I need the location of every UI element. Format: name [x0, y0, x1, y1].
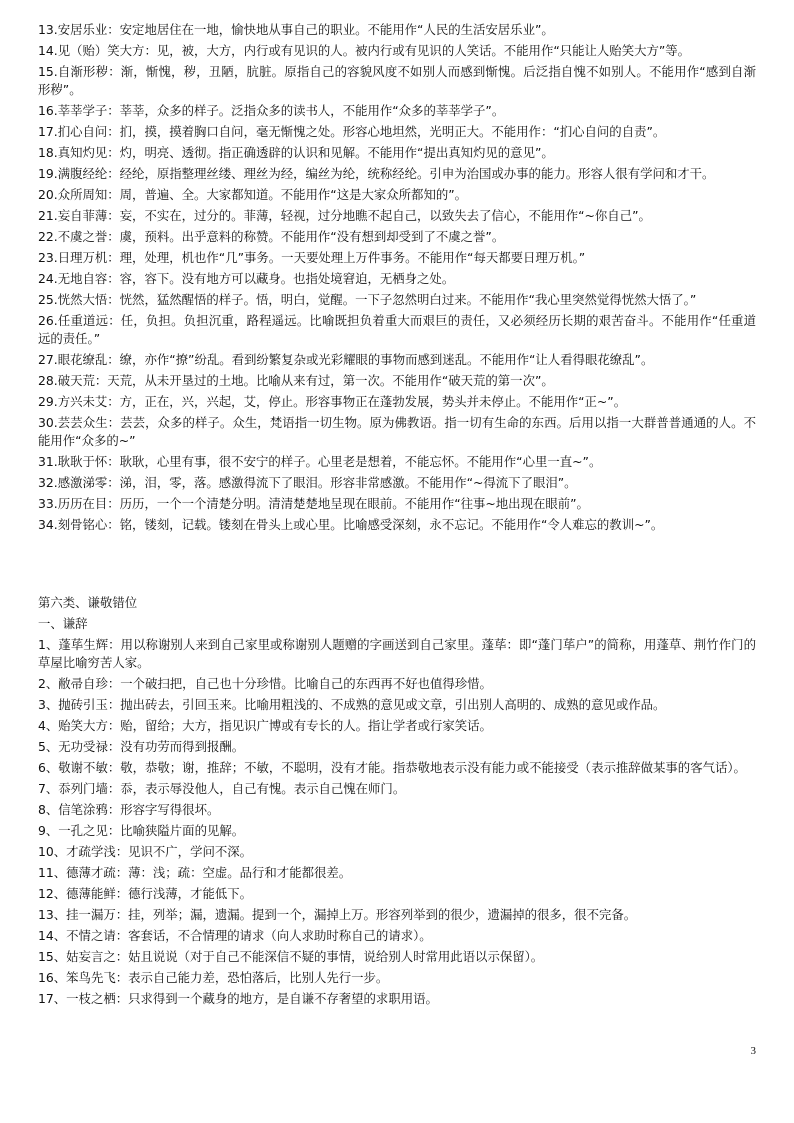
idiom-entry: 21.妄自菲薄：妄，不实在，过分的。菲薄，轻视，过分地瞧不起自己，以致失去了信心，不能用作“~你自己”。 — [38, 208, 651, 223]
idiom-entry: 6、敬谢不敏：敬，恭敬；谢，推辞；不敏，不聪明，没有才能。指恭敬地表示没有能力或不能接受（表示推辞做某事的客气话）。 — [38, 760, 746, 775]
idiom-entry: 9、一孔之见：比喻狭隘片面的见解。 — [38, 823, 245, 838]
idiom-entry: 17.扪心自问：扪，摸，摸着胸口自问，毫无惭愧之处。形容心地坦然，光明正大。不能用作：“扪心自问的自责”。 — [38, 124, 666, 139]
idiom-entry: 31.耿耿于怀：耿耿，心里有事，很不安宁的样子。心里老是想着，不能忘怀。不能用作“心里一直~”。 — [38, 454, 602, 469]
idiom-entry: 27.眼花缭乱：缭，亦作“撩”纷乱。看到纷繁复杂或光彩耀眼的事物而感到迷乱。不能用作“让人看得眼花缭乱”。 — [38, 352, 654, 367]
humble-words-list — [38, 636, 756, 1008]
section-subtitle: 一、谦辞 — [38, 616, 88, 631]
page-number: 3 — [750, 1045, 756, 1057]
idiom-entry: 4、贻笑大方：贻，留给；大方，指见识广博或有专长的人。指让学者或行家笑话。 — [38, 718, 492, 733]
idiom-entry: 29.方兴未艾：方，正在，兴，兴起，艾，停止。形容事物正在蓬勃发展，势头并未停止。不能用作“正~”。 — [38, 394, 627, 409]
idiom-entry: 32.感激涕零：涕，泪，零，落。感激得流下了眼泪。形容非常感激。不能用作“~得流下了眼泪”。 — [38, 475, 577, 490]
idiom-entry: 33.历历在目：历历，一个一个清楚分明。清清楚楚地呈现在眼前。不能用作“往事~地出现在眼前”。 — [38, 496, 589, 511]
idiom-entry: 25.恍然大悟：恍然，猛然醒悟的样子。悟，明白，觉醒。一下子忽然明白过来。不能用作“我心里突然觉得恍然大悟了。” — [38, 292, 697, 307]
idiom-entry: 15.自渐形秽：渐，惭愧，秽，丑陋，肮脏。原指自己的容貌风度不如别人而感到惭愧。后泛指自愧不如别人。不能用作“感到自渐形秽”。 — [38, 64, 756, 97]
section-title: 第六类、谦敬错位 — [38, 595, 138, 610]
idiom-entry: 16、笨鸟先飞：表示自己能力差，恐怕落后，比别人先行一步。 — [38, 970, 389, 985]
idiom-entry: 26.任重道远：任，负担。负担沉重，路程遥远。比喻既担负着重大而艰巨的责任，又必须经历长期的艰苦奋斗。不能用作“任重道远的责任。” — [38, 313, 756, 346]
idiom-entry: 13、挂一漏万：挂，列举；漏，遗漏。提到一个，漏掉上万。形容列举到的很少，遗漏掉的很多，很不完备。 — [38, 907, 637, 922]
idiom-entry: 15、姑妄言之：姑且说说（对于自己不能深信不疑的事情，说给别人时常用此语以示保留）。 — [38, 949, 544, 964]
idiom-entry: 7、忝列门墙：忝，表示辱没他人，自己有愧。表示自己愧在师门。 — [38, 781, 406, 796]
idiom-entry: 28.破天荒：天荒，从未开垦过的土地。比喻从来有过，第一次。不能用作“破天荒的第一次”。 — [38, 373, 554, 388]
idiom-entry: 30.芸芸众生：芸芸，众多的样子。众生，梵语指一切生物。原为佛教语。指一切有生命的东西。后用以指一大群普普通通的人。不能用作“众多的~” — [38, 415, 756, 448]
idiom-entry: 8、信笔涂鸦：形容字写得很坏。 — [38, 802, 220, 817]
idiom-entry: 22.不虞之誉：虞，预料。出乎意料的称赞。不能用作“没有想到却受到了不虞之誉”。 — [38, 229, 505, 244]
idiom-entry: 14、不情之请：客套话，不合情理的请求（向人求助时称自己的请求）。 — [38, 928, 432, 943]
idiom-entry: 20.众所周知：周，普遍、全。大家都知道。不能用作“这是大家众所都知的”。 — [38, 187, 468, 202]
idiom-entry: 23.日理万机：理，处理，机也作“几”事务。一天要处理上万件事务。不能用作“每天都要日理万机。” — [38, 250, 586, 265]
section-gap — [38, 537, 756, 594]
idiom-entry: 14.见（贻）笑大方：见，被，大方，内行或有见识的人。被内行或有见识的人笑话。不能用作“只能让人贻笑大方”等。 — [38, 43, 691, 58]
idiom-entry: 19.满腹经纶：经纶，原指整理丝缕、理丝为经，编丝为纶，统称经纶。引申为治国或办事的能力。形容人很有学问和才干。 — [38, 166, 715, 181]
idiom-entry: 17、一枝之栖：只求得到一个藏身的地方，是自谦不存奢望的求职用语。 — [38, 991, 438, 1006]
idiom-entry: 2、敝帚自珍：一个破扫把，自己也十分珍惜。比喻自己的东西再不好也值得珍惜。 — [38, 676, 492, 691]
idiom-entry: 10、才疏学浅：见识不广，学问不深。 — [38, 844, 253, 859]
idiom-entry: 1、蓬荜生辉：用以称谢别人来到自己家里或称谢别人题赠的字画送到自己家里。蓬荜：即“蓬门荜户”的简称，用蓬草、荆竹作门的草屋比喻穷苦人家。 — [38, 637, 756, 670]
idiom-entry: 34.刻骨铭心：铭，镂刻，记载。镂刻在骨头上或心里。比喻感受深刻，永不忘记。不能用作“令人难忘的教训~”。 — [38, 517, 664, 532]
idiom-entry: 13.安居乐业：安定地居住在一地，愉快地从事自己的职业。不能用作“人民的生活安居乐业”。 — [38, 22, 554, 37]
idiom-entry: 5、无功受禄：没有功劳而得到报酬。 — [38, 739, 245, 754]
idiom-entry: 16.莘莘学子：莘莘，众多的样子。泛指众多的读书人，不能用作“众多的莘莘学子”。 — [38, 103, 505, 118]
idiom-list-section-5 — [38, 21, 756, 534]
idiom-entry: 11、德薄才疏：薄：浅；疏：空虚。品行和才能都很差。 — [38, 865, 352, 880]
idiom-entry: 24.无地自容：容，容下。没有地方可以藏身。也指处境窘迫，无栖身之处。 — [38, 271, 455, 286]
idiom-entry: 3、抛砖引玉：抛出砖去，引回玉来。比喻用粗浅的、不成熟的意见或文章，引出别人高明的、成熟的意见或作品。 — [38, 697, 666, 712]
idiom-entry: 18.真知灼见：灼，明亮、透彻。指正确透辟的认识和见解。不能用作“提出真知灼见的意见”。 — [38, 145, 554, 160]
idiom-entry: 12、德薄能鲜：德行浅薄，才能低下。 — [38, 886, 253, 901]
